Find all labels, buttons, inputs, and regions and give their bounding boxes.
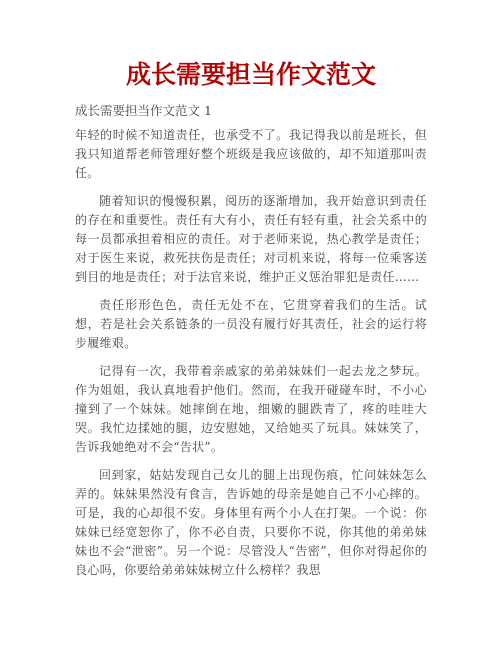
paragraph-2: 随着知识的慢慢积累，阅历的逐渐增加，我开始意识到责任的存在和重要性。责任有大有小，责任有轻有重，社会关系中的每一员都承担着相应的责任。对于老师来说，热心教学是责任；对于医生来说，救死扶伤是责任；对司机来说，将每一位乘客送到目的地是责任；对于法官来说，维护正义惩治罪犯是责任…… (75, 194, 427, 284)
paragraph-3: 责任形形色色，责任无处不在，它贯穿着我们的生活。试想，若是社会关系链条的一员没有履行好其责任，社会的运行将步履维艰。 (75, 298, 427, 350)
essay-heading: 成长需要担当作文范文 1 (75, 103, 212, 118)
paragraph-5: 回到家，姑姑发现自己女儿的腿上出现伤痕，忙问妹妹怎么弄的。妹妹果然没有食言，告诉她的母亲是她自己不小心摔的。可是，我的心却很不安。身体里有两个小人在打架。一个说：你妹妹已经宽恕你了，你不必自责，只要你不说，你其他的弟弟妹妹也不会“泄密”。另一个说：尽管没人“告密”，但你对得起你的良心吗，你要给弟弟妹妹树立什么榜样？我思 (75, 468, 427, 577)
page-title: 成长需要担当作文范文 (125, 60, 376, 89)
essay-body (75, 126, 427, 589)
paragraph-4: 记得有一次，我带着亲戚家的弟弟妹妹们一起去龙之梦玩。作为姐姐，我认真地看护他们。然而，在我开碰碰车时，不小心撞到了一个妹妹。她摔倒在地，细嫩的腿跌青了，疼的哇哇大哭。我忙边揉她的腿，边安慰她，又给她买了玩具。妹妹笑了，告诉我她绝对不会“告状”。 (75, 364, 427, 454)
paragraph-1: 年轻的时候不知道责任，也承受不了。我记得我以前是班长，但我只知道帮老师管理好整个班级是我应该做的，却不知道那叫责任。 (75, 128, 427, 180)
